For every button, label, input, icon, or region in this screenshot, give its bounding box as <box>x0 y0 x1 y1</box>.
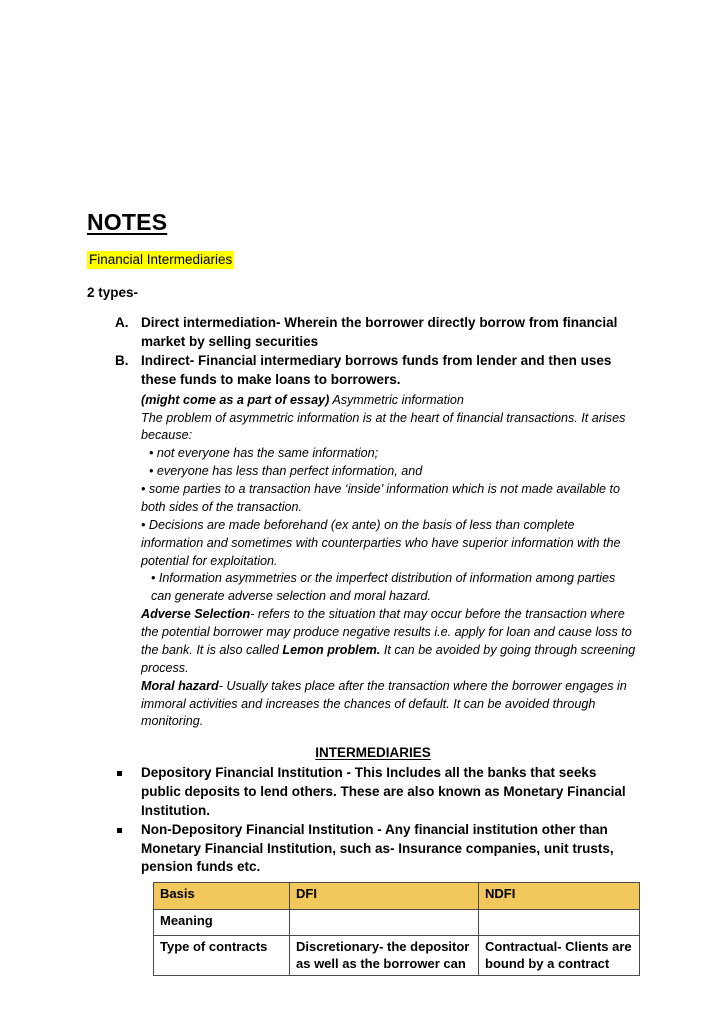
list-item <box>115 314 639 351</box>
adverse-selection-part1: - refers to the situation that may occur before the transaction where the potential borrower may produce negative results i.e. apply for loan and cause loss to the bank. It is also called <box>141 607 632 657</box>
adverse-selection-part2: It can be avoided by going through screening process. <box>141 642 636 675</box>
table-cell: Type of contracts <box>154 936 290 976</box>
page-title: NOTES <box>87 209 168 235</box>
list-marker: B. <box>115 353 129 369</box>
table-header-cell: Basis <box>154 883 290 910</box>
note-bullet: • everyone has less than perfect information, and <box>149 464 423 479</box>
square-bullet-icon <box>117 771 122 776</box>
list-item-text: Non-Depository Financial Institution - Any financial institution other than Monetary Financial Institution, such as- Insurance companies, unit trusts, pension funds etc. <box>141 822 614 875</box>
intermediaries-list <box>87 764 639 877</box>
adverse-selection-term: Adverse Selection <box>141 607 251 622</box>
list-item <box>115 821 639 877</box>
comparison-table <box>153 882 640 976</box>
list-item-text: Depository Financial Institution - This Includes all the banks that seeks public deposits to lend others. These are also known as Monetary Financial Institution. <box>141 765 626 818</box>
asymmetric-information-note <box>87 392 639 732</box>
table-header-cell: NDFI <box>479 883 640 910</box>
types-list <box>87 314 639 390</box>
adverse-selection-paragraph <box>141 606 639 678</box>
note-bullet: • Decisions are made beforehand (ex ante) on the basis of less than complete information and sometimes with counterparties who have superior information with the potential for exploitation. <box>141 517 621 568</box>
list-item <box>115 352 639 389</box>
comparison-table-wrapper <box>87 882 639 976</box>
table-cell <box>479 910 640 936</box>
table-row <box>154 910 640 936</box>
table-body <box>154 910 640 976</box>
note-intro: The problem of asymmetric information is at the heart of financial transactions. It arises because: <box>141 410 626 443</box>
types-lead: 2 types- <box>87 285 139 301</box>
document-content <box>87 210 639 976</box>
table-cell: Meaning <box>154 910 290 936</box>
table-cell: Discretionary- the depositor as well as the borrower can <box>290 936 479 976</box>
note-heading-bold: (might come as a part of essay) <box>141 392 330 407</box>
list-item-term: Indirect <box>141 353 190 369</box>
list-item <box>115 764 639 820</box>
note-heading-rest: Asymmetric information <box>329 392 464 407</box>
table-header-cell: DFI <box>290 883 479 910</box>
moral-hazard-text: - Usually takes place after the transaction where the borrower engages in immoral activities and increases the chances of default. It can be avoided through monitoring. <box>141 678 627 729</box>
table-header <box>154 883 640 910</box>
note-bullet: • some parties to a transaction have ‘inside’ information which is not made available to both sides of the transaction. <box>141 482 621 514</box>
table-cell: Contractual- Clients are bound by a contract <box>479 936 640 976</box>
list-marker: A. <box>115 315 129 331</box>
note-bullet: • not everyone has the same information; <box>149 446 379 461</box>
list-item-term: Direct intermediation <box>141 315 277 331</box>
table-row <box>154 936 640 976</box>
section-heading-intermediaries: INTERMEDIARIES <box>315 745 431 761</box>
note-heading <box>141 392 639 410</box>
moral-hazard-term: Moral hazard <box>141 678 219 693</box>
table-header-row <box>154 883 640 910</box>
list-item-text: - Financial intermediary borrows funds from lender and then uses these funds to make loans to borrowers. <box>141 353 612 388</box>
lemon-problem-term: Lemon problem. <box>282 642 381 657</box>
square-bullet-icon <box>117 828 122 833</box>
moral-hazard-paragraph <box>141 678 639 732</box>
list-item-text: - Wherein the borrower directly borrow from financial market by selling securities <box>141 315 618 349</box>
note-bullet: • Information asymmetries or the imperfect distribution of information among parties can generate adverse selection and moral hazard. <box>151 571 616 604</box>
table-cell <box>290 910 479 936</box>
subtitle-line <box>87 250 639 269</box>
highlighted-subtitle: Financial Intermediaries <box>89 252 233 268</box>
